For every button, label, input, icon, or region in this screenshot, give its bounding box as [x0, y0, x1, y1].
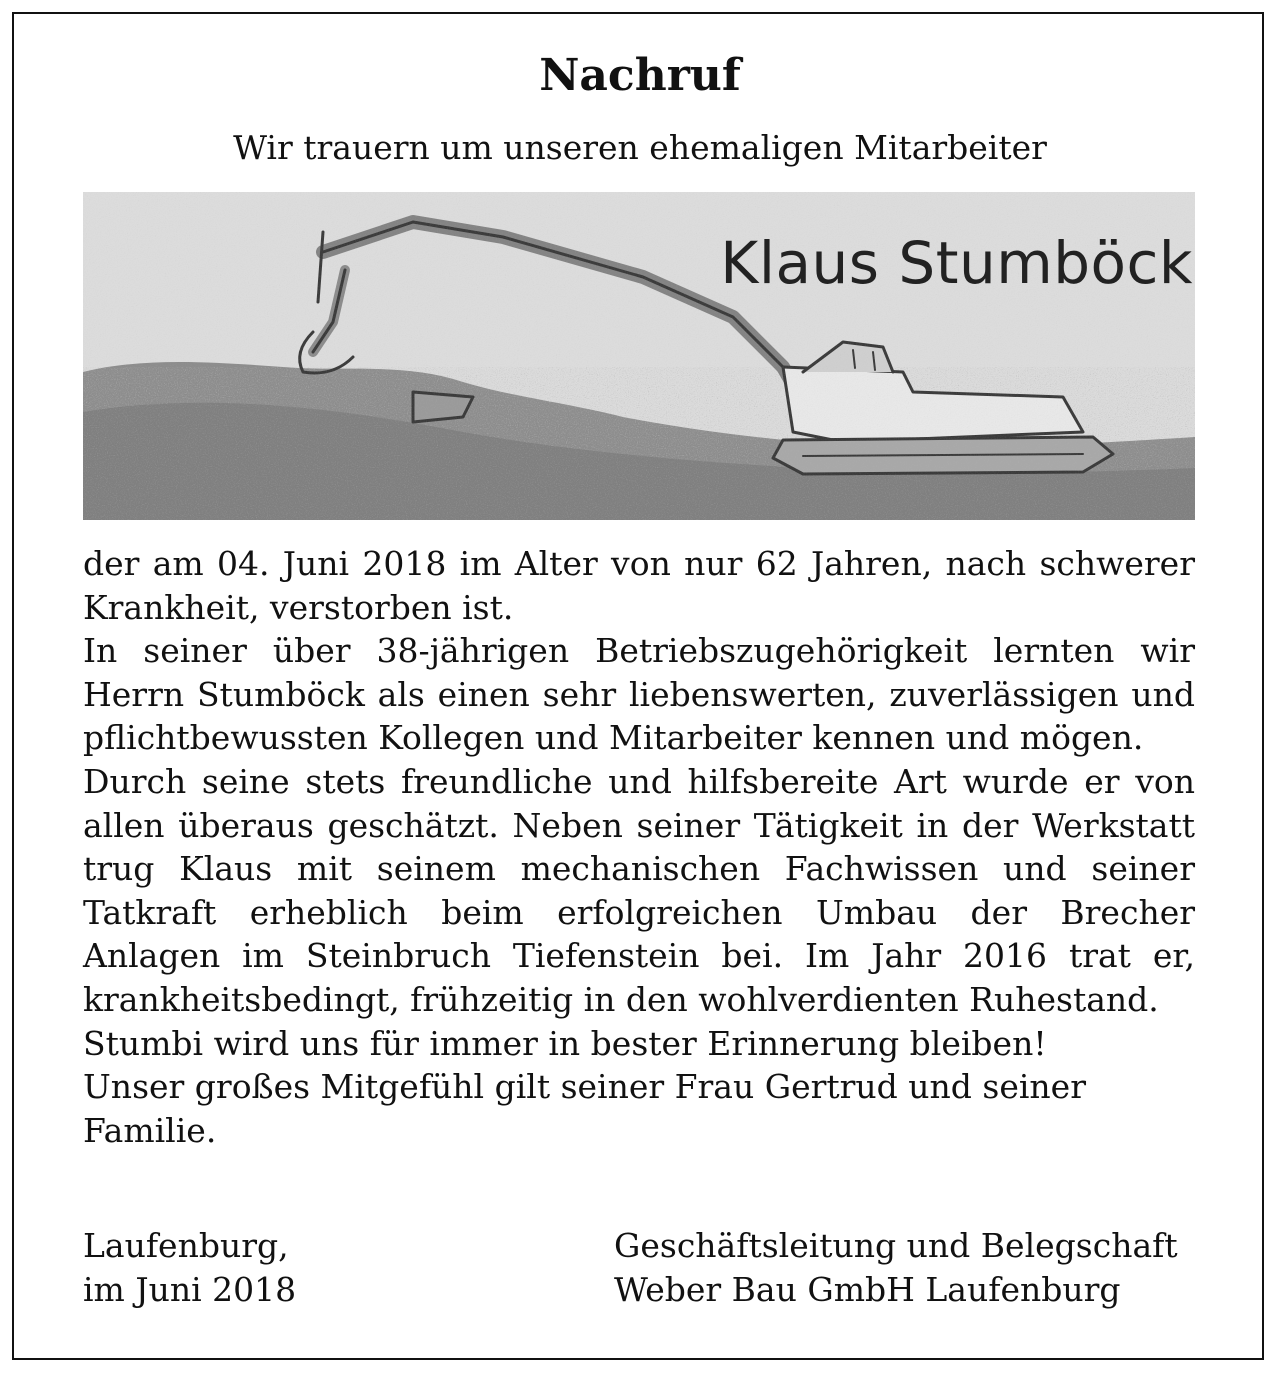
- paragraph: Durch seine stets freundliche und hilfsbereite Art wurde er von allen überaus geschätzt. Neben seiner Tätigkeit in der Werkstatt trug Klaus mit seinem mechanischen Fachwissen und seiner Tatkraft erheblich beim erfolgreichen Umbau der Brecher Anlagen im Steinbruch Tiefenstein bei. Im Jahr 2016 trat er, krankheitsbedingt, frühzeitig in den wohlverdienten Ruhestand.: [83, 761, 1195, 1019]
- page-title: Nachruf: [539, 50, 741, 101]
- company-line: Weber Bau GmbH Laufenburg: [614, 1270, 1121, 1309]
- page-subtitle: Wir trauern um unseren ehemaligen Mitarbeiter: [233, 128, 1047, 167]
- obituary-text: [83, 542, 1195, 1152]
- paragraph: Stumbi wird uns für immer in bester Erinnerung bleiben!: [83, 1023, 1047, 1063]
- paragraph: Unser großes Mitgefühl gilt seiner Frau Gertrud und seiner Familie.: [83, 1067, 1086, 1150]
- deceased-name: Klaus Stumböck: [720, 229, 1193, 297]
- sender: [614, 1224, 1178, 1312]
- paragraph: In seiner über 38-jährigen Betriebszugehörigkeit lernten wir Herrn Stumböck als einen sehr liebenswerten, zuverlässigen und pflichtbewussten Kollegen und Mitarbeiter kennen und mögen.: [83, 631, 1195, 758]
- sender-line: Geschäftsleitung und Belegschaft: [614, 1226, 1178, 1265]
- date-line: im Juni 2018: [83, 1270, 297, 1309]
- paragraph: der am 04. Juni 2018 im Alter von nur 62 Jahren, nach schwerer Krankheit, verstorben ist.: [83, 544, 1195, 627]
- banner-image: [83, 192, 1195, 520]
- place-line: Laufenburg,: [83, 1226, 289, 1265]
- place-date: [83, 1224, 296, 1312]
